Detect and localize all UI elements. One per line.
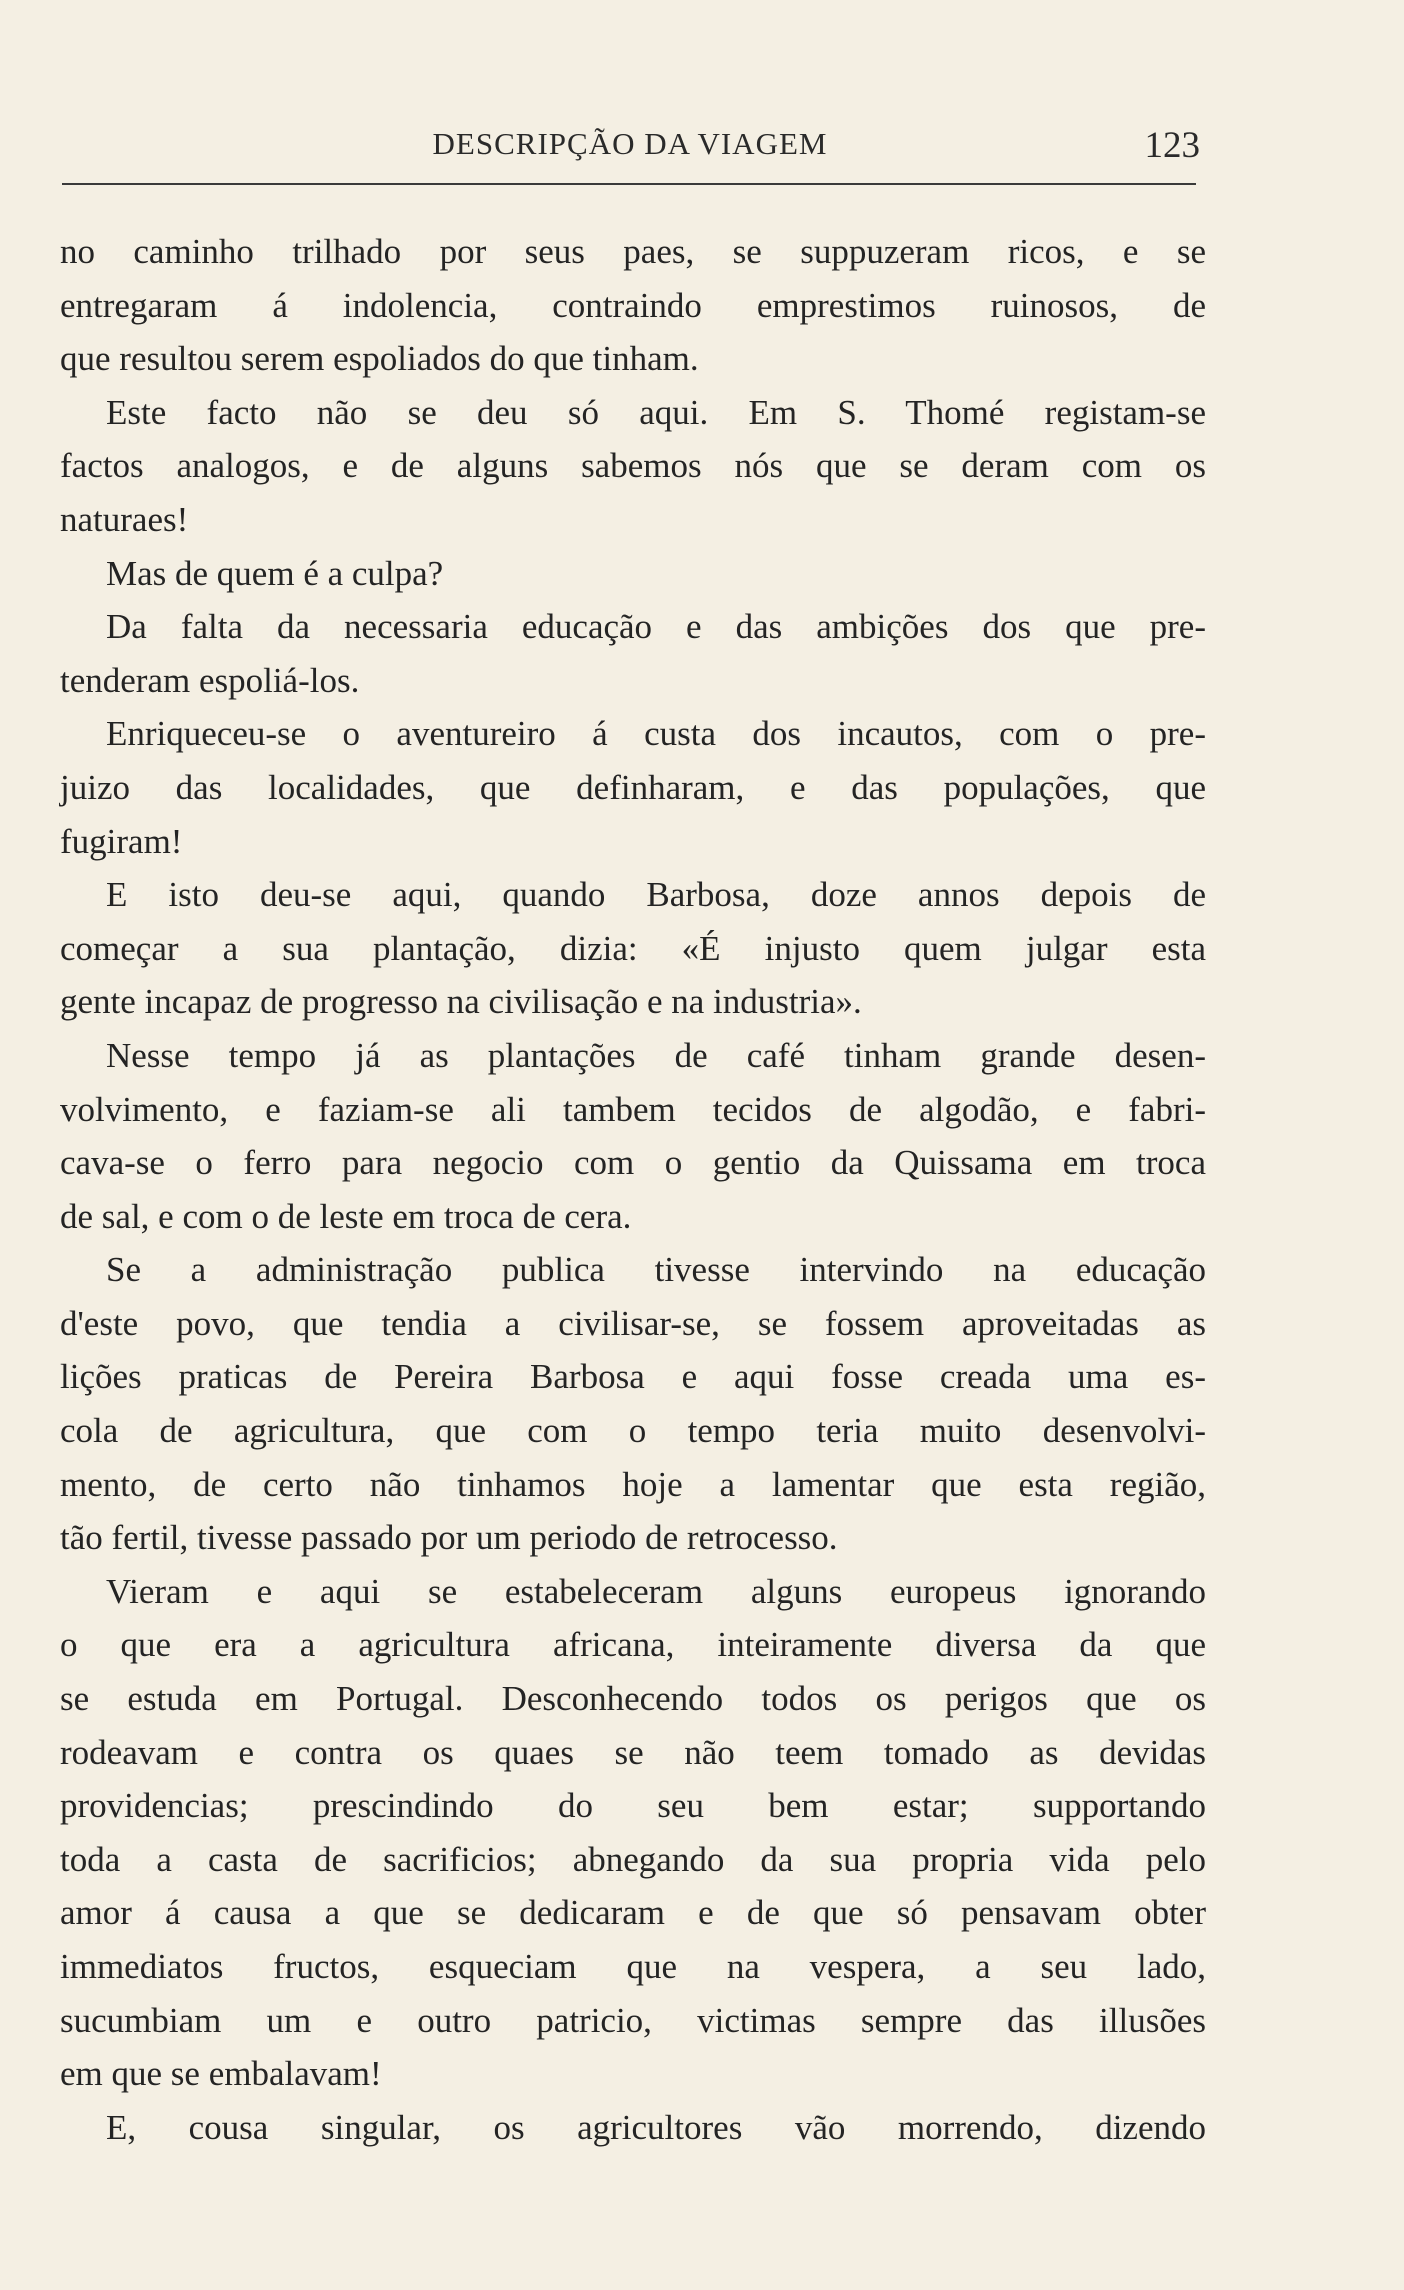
text-line: gente incapaz de progresso na civilisação e na industria». xyxy=(60,982,862,1022)
body-text xyxy=(60,225,1206,2154)
text-line: rodeavam e contra os quaes se não teem tomado as devidas xyxy=(60,1732,1206,1772)
text-line: cava-se o ferro para negocio com o gentio da Quissama em troca xyxy=(60,1143,1206,1183)
text-line: o que era a agricultura africana, inteiramente diversa da que xyxy=(60,1625,1206,1665)
text-line: E isto deu-se aqui, quando Barbosa, doze annos depois de xyxy=(106,875,1206,915)
text-line: Mas de quem é a culpa? xyxy=(106,553,444,593)
text-line: cola de agricultura, que com o tempo teria muito desenvolvi- xyxy=(60,1411,1206,1451)
running-title: DESCRIPÇÃO DA VIAGEM xyxy=(432,126,828,161)
text-line: naturaes! xyxy=(60,499,189,539)
text-line: Este facto não se deu só aqui. Em S. Thomé registam-se xyxy=(106,392,1206,432)
text-line: sucumbiam um e outro patricio, victimas sempre das illusões xyxy=(60,2000,1206,2040)
text-line: E, cousa singular, os agricultores vão morrendo, dizendo xyxy=(106,2107,1206,2147)
text-line: tão fertil, tivesse passado por um periodo de retrocesso. xyxy=(60,1518,838,1558)
text-line: providencias; prescindindo do seu bem estar; supportando xyxy=(60,1786,1206,1826)
text-line: começar a sua plantação, dizia: «É injusto quem julgar esta xyxy=(60,928,1206,968)
text-line: fugiram! xyxy=(60,821,183,861)
text-line: factos analogos, e de alguns sabemos nós que se deram com os xyxy=(60,446,1206,486)
text-line: tenderam espoliá-los. xyxy=(60,660,360,700)
text-line: Da falta da necessaria educação e das ambições dos que pre- xyxy=(106,607,1206,647)
page-number: 123 xyxy=(1144,125,1200,166)
text-line: no caminho trilhado por seus paes, se suppuzeram ricos, e se xyxy=(60,232,1206,271)
text-line: Enriqueceu-se o aventureiro á custa dos incautos, com o pre- xyxy=(106,714,1206,754)
text-line: lições praticas de Pereira Barbosa e aqui fosse creada uma es- xyxy=(60,1357,1206,1397)
running-header xyxy=(60,124,1200,174)
header-rule xyxy=(62,183,1196,185)
text-line: Se a administração publica tivesse intervindo na educação xyxy=(106,1250,1206,1290)
text-line: entregaram á indolencia, contraindo emprestimos ruinosos, de xyxy=(60,285,1206,325)
text-line: que resultou serem espoliados do que tinham. xyxy=(60,339,699,379)
text-line: juizo das localidades, que definharam, e das populações, que xyxy=(60,767,1206,807)
text-line: se estuda em Portugal. Desconhecendo todos os perigos que os xyxy=(60,1679,1206,1719)
text-line: amor á causa a que se dedicaram e de que só pensavam obter xyxy=(60,1893,1206,1933)
text-line: de sal, e com o de leste em troca de cera. xyxy=(60,1196,632,1236)
text-line: d'este povo, que tendia a civilisar-se, se fossem aproveitadas as xyxy=(60,1303,1206,1343)
text-line: mento, de certo não tinhamos hoje a lamentar que esta região, xyxy=(60,1464,1206,1504)
text-line: Vieram e aqui se estabeleceram alguns europeus ignorando xyxy=(106,1571,1206,1611)
text-line: toda a casta de sacrificios; abnegando da sua propria vida pelo xyxy=(60,1839,1206,1879)
text-line: em que se embalavam! xyxy=(60,2054,382,2094)
text-line: volvimento, e faziam-se ali tambem tecidos de algodão, e fabri- xyxy=(60,1089,1206,1129)
text-line: Nesse tempo já as plantações de café tinham grande desen- xyxy=(106,1035,1206,1075)
text-line: immediatos fructos, esqueciam que na vespera, a seu lado, xyxy=(60,1947,1206,1986)
